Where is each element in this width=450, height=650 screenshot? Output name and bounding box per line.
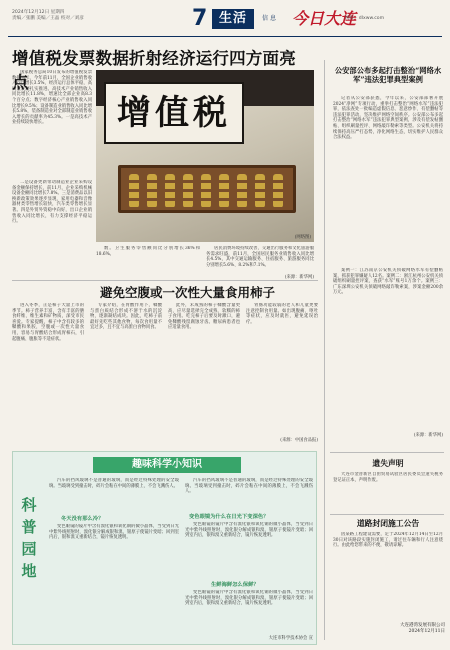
science-subheading-1: 冬天没有那么冷？ — [61, 516, 104, 522]
second-column-3: 此外，未成熟的柿子鞣酸含量更高，应尽量选择完全成熟、软糯的柿子食用。吃完柿子后要及时漱口，避免鞣酸残留腐蚀牙齿。糖尿病患者也应适量食用。 — [168, 303, 240, 331]
science-credit: 大连市科学技术协会 宣 — [268, 636, 313, 641]
masthead — [0, 0, 450, 40]
lead-column-3: 数。卫生服务零售额同比分别增长36%和18.6%。 — [96, 246, 200, 257]
right-divider-2 — [330, 514, 444, 515]
lead-source: (来源：新华网) — [284, 275, 314, 280]
road-closure-body: 因某路工程建设需要，定于2024年12月14日至12月30日对该路段实施封闭施工，请过往车辆和行人注意绕行。由此给您带来的不便，敬请谅解。 — [333, 532, 443, 549]
lead-column-4: 居民消费环境持续改善，交通出行服务和文化旅游服务需求旺盛，前11月，全国居民服务业销售收入同比增长4.5%，其中交通运输服务、住宿服务、旅游服务同比分别增长5.6%、8.2%和7.1%。 — [206, 246, 314, 268]
photo-credit: (网络图) — [294, 235, 311, 240]
notice-org: 大连港湾发展有限公司 — [400, 623, 445, 628]
science-subheading-3: 生鲜海鲜怎么保鲜？ — [211, 582, 259, 588]
masthead-rule — [8, 36, 442, 37]
science-body-2b: 变色眼镜的镜片中含有溴化银和氧化铜的微小晶体，当受到日光中紫外线照射时，溴化银分解成银和溴，银原子使镜片变暗；回到室内后，银和溴又重新结合，镜片恢复透明。 — [185, 522, 313, 539]
right-body: 记者从公安部获悉，今年以来，公安部部署开展2024“净网”专项行动，重拳打击整治“网络水军”违法犯罪，依法查处一批编造虚假信息、恶意炒作、有偿删帖等违法犯罪活动，坚决维护网络空间秩序。公安部公布多起打击整治“网络水军”违法犯罪典型案例，涉及有偿发帖删帖、组织刷量控评、网络敲诈勒索等类型。公安机关将持续保持高压严打态势，净化网络生态，切实维护人民群众合法权益。 — [333, 96, 443, 141]
lost-notice-body: 大连市金普新区自由贸易试验区居民委员会遗失税务登记证正本，声明作废。 — [333, 472, 443, 483]
right-divider-1 — [330, 452, 444, 453]
right-body-cases: 案例一：江苏南京公安机关侦破网络水军有偿删帖案，抓获犯罪嫌疑人12名。案例二：浙江杭州公安机关侦破组织刷量控评案，查获“水军”账号1万余个。案例三：广东深圳公安机关侦破网络敲诈勒索案，涉案金额200余万元。 — [333, 268, 443, 296]
science-side-label: 科普园地 — [21, 496, 37, 580]
right-source: (来源：新华网) — [413, 433, 443, 438]
tax-invoice-photo — [96, 70, 314, 242]
issue-date: 2024年12月12日 星期四 — [12, 10, 65, 15]
lost-notice-title: 遗失声明 — [372, 459, 404, 468]
science-box — [12, 451, 317, 645]
right-headline: 公安部公布多起打击整治“网络水军”违法犯罪典型案例 — [334, 66, 442, 84]
lead-column-1: 国家税务总局10日发布的增值税发票数据显示，今年前11月，全国企业销售收入同比增长3.5%，经济运行总体平稳，高质量发展扎实推进。高技术产业销售收入同比增长11.8%，增速比全部企业高8.3个百分点；数字经济核心产业销售收入同比增长9.5%；设备制造业销售收入同比增长5.8%，装备制造业对全部制造业销售收入增长的贡献率为45.3%。一是高技术产业持续较快增长。 — [12, 70, 92, 126]
second-column-4: 胃肠功能较弱的老人和儿童更要注意控制食用量。如出现腹痛、呕吐等症状，应及时就医，避免延误治疗。 — [246, 303, 318, 325]
second-headline: 避免空腹或一次性大量食用柿子 — [100, 285, 276, 300]
column-divider — [324, 60, 325, 640]
second-column-2: 专家介绍，在胃酸作用下，鞣酸与蛋白质结合形成不溶于水的沉淀物，逐渐凝结成块。因此，吃柿子前最好先吃些其他食物，每次食用量不宜过多，且不宜与高蛋白食物同食。 — [90, 303, 162, 331]
tax-character-sign-icon: 增值税 — [104, 82, 244, 144]
second-column-1: 进入冬季，正是柿子大量上市的季节。柿子营养丰富，含有丰富的膳食纤维、维生素和矿物质，深受市民喜爱。专家提醒，柿子中含有较多的鞣酸和果胶，空腹或一次性大量食用，容易与胃酸结合形成胃柿石，引起腹痛、腹胀等不适症状。 — [12, 303, 84, 342]
abacus-icon — [118, 165, 296, 213]
editor-line: 责编／张鹏 美编／王晶 校对／刘彦 — [12, 16, 84, 21]
notice-footer — [333, 623, 445, 634]
second-source: (来源：中国食品报) — [280, 438, 318, 443]
science-body-1b: 变色眼镜的镜片中含有溴化银和氧化铜的微小晶体，当受到日光中紫外线照射时，溴化银分解成银和溴，银原子使镜片变暗；回到室内后，银和溴又重新结合，镜片恢复透明。 — [49, 524, 179, 541]
science-subheading-2: 变色眼镜为什么在日光下变深色？ — [189, 514, 269, 520]
page-number: 7 — [192, 6, 208, 31]
newspaper-logo: 今日大连 — [292, 9, 357, 28]
science-body-1: 汽车的挡风玻璃不是普通的玻璃，而是经过特殊处理的安全玻璃。当玻璃受到撞击时，碎片会粘在中间的薄膜上，不会飞溅伤人。 — [49, 478, 179, 489]
masthead-meta — [12, 10, 84, 22]
section-sub-label: 信息 — [262, 15, 279, 22]
lead-column-2: 二是设备更新带动制造业企业采购设备金额保持增长，前11月，企业采购机械设备金额同比增长7.8%。三是消费品以旧换新政策效果逐步显现，家用电器和音像器材类零售增长较快，汽车类零售增长显著。四是外贸外资稳中向好，出口企业销售收入同比增长，有力支撑经济平稳运行。 — [12, 180, 92, 225]
science-body-3: 变色眼镜的镜片中含有溴化银和氧化铜的微小晶体，当受到日光中紫外线照射时，溴化银分解成银和溴，银原子使镜片变暗；回到室内后，银和溴又重新结合，镜片恢复透明。 — [185, 590, 313, 607]
story-divider — [12, 280, 318, 281]
lead-headline: 增值税发票数据折射经济运行四方面亮点 — [12, 49, 296, 92]
section-label: 生活 — [212, 9, 254, 29]
road-closure-title: 道路封闭施工公告 — [356, 519, 420, 528]
notice-date: 2024年12月11日 — [408, 628, 445, 634]
science-title: 趣味科学小知识 — [93, 457, 241, 473]
science-body-2: 汽车的挡风玻璃不是普通的玻璃，而是经过特殊处理的安全玻璃。当玻璃受到撞击时，碎片会粘在中间的薄膜上，不会飞溅伤人。 — [185, 478, 313, 495]
website-line: 网址：dlxww.com — [345, 16, 385, 21]
